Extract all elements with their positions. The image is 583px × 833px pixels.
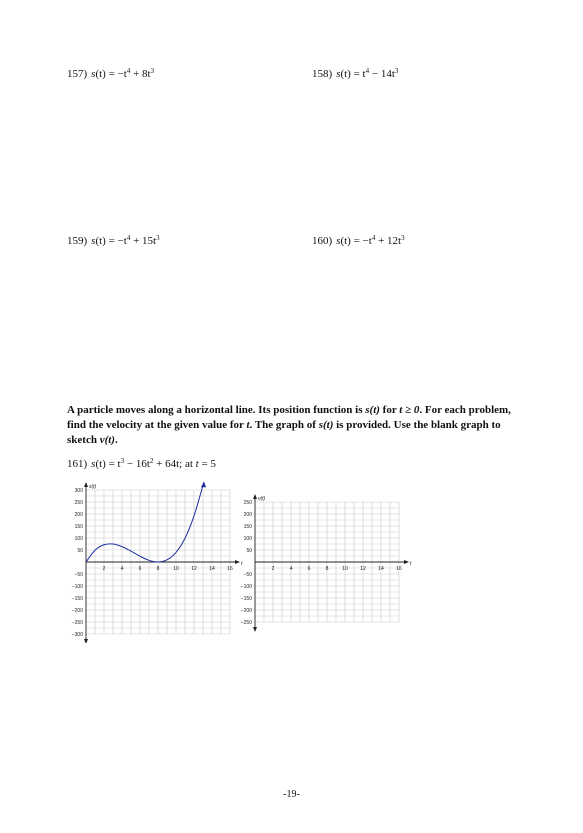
x-axis-arrow <box>404 560 409 564</box>
exponent: 3 <box>394 67 399 75</box>
y-axis-arrow <box>84 639 88 643</box>
x-tick-label: 14 <box>209 566 215 572</box>
fn-arg: (t) <box>95 235 106 247</box>
y-tick-label: 50 <box>246 548 252 554</box>
eq-part: + 15t <box>130 235 157 247</box>
page-number: -19- <box>283 789 300 800</box>
x-tick-label: 10 <box>342 566 348 572</box>
instr-text: is provided. Use the blank graph to sketch <box>67 419 501 446</box>
y-tick-label: −50 <box>243 572 252 578</box>
x-tick-label: 6 <box>307 566 311 572</box>
x-tick-label: 2 <box>271 566 275 572</box>
y-tick-label: 50 <box>77 548 83 554</box>
problem-158 <box>312 68 398 80</box>
x-tick-label: 4 <box>120 566 124 572</box>
y-tick-label: 250 <box>243 500 252 506</box>
x-tick-label: 8 <box>156 566 160 572</box>
exponent: 4 <box>365 67 370 75</box>
x-tick-label: 2 <box>102 566 106 572</box>
y-tick-label: −150 <box>71 596 83 602</box>
y-axis-arrow <box>84 482 88 487</box>
problem-157 <box>67 68 154 80</box>
eq-part: + 12t <box>375 235 402 247</box>
y-tick-label: 200 <box>74 512 83 518</box>
y-tick-label: 300 <box>74 488 83 494</box>
y-tick-label: 150 <box>243 524 252 530</box>
fn-arg: (t) <box>95 458 106 470</box>
eq-part: − 14t <box>369 68 395 80</box>
y-axis-label: s(t) <box>89 484 97 490</box>
fn-name: s <box>91 458 96 470</box>
instr-text: . The graph of <box>249 419 319 431</box>
y-tick-label: −100 <box>71 584 83 590</box>
instr-text: . <box>114 434 118 446</box>
t-value: = 5 <box>198 458 216 470</box>
y-tick-label: −150 <box>240 596 252 602</box>
velocity-graph <box>228 478 418 643</box>
fn-arg: (t) <box>95 68 106 80</box>
eq-part: = −t <box>350 235 372 247</box>
y-tick-label: 100 <box>243 536 252 542</box>
y-axis-label: v(t) <box>258 496 266 502</box>
instr-text: A particle moves along a horizontal line. Its position function is <box>67 404 366 416</box>
x-tick-label: 16 <box>396 566 402 572</box>
x-tick-label: 14 <box>378 566 384 572</box>
fn-arg: (t) <box>340 68 351 80</box>
x-axis-label: t <box>241 561 243 567</box>
eq-part: = −t <box>105 235 127 247</box>
problem-number: 160) <box>312 235 333 247</box>
instr-math: t <box>246 419 250 431</box>
exponent: 3 <box>150 67 155 75</box>
instr-math: s(t) <box>365 404 380 416</box>
exponent: 2 <box>149 457 154 465</box>
exponent: 4 <box>126 234 131 242</box>
eq-part: + 64t; at <box>153 458 196 470</box>
y-axis-arrow <box>253 627 257 632</box>
x-tick-label: 4 <box>289 566 293 572</box>
x-axis-label: t <box>410 561 412 567</box>
problem-number: 161) <box>67 458 88 470</box>
series-arrow <box>201 481 206 487</box>
x-tick-label: 6 <box>138 566 142 572</box>
y-tick-label: 250 <box>74 500 83 506</box>
exponent: 4 <box>126 67 131 75</box>
y-tick-label: −300 <box>71 632 83 638</box>
y-tick-label: −250 <box>240 620 252 626</box>
y-tick-label: −50 <box>74 572 83 578</box>
y-tick-label: −250 <box>71 620 83 626</box>
y-tick-label: −100 <box>240 584 252 590</box>
y-tick-label: 100 <box>74 536 83 542</box>
x-tick-label: 16 <box>227 566 233 572</box>
y-tick-label: 150 <box>74 524 83 530</box>
fn-arg: (t) <box>340 235 351 247</box>
instructions <box>67 403 517 448</box>
problem-number: 158) <box>312 68 333 80</box>
instr-math: t ≥ 0 <box>399 404 420 416</box>
x-tick-label: 8 <box>325 566 329 572</box>
exponent: 3 <box>120 457 125 465</box>
x-tick-label: 12 <box>191 566 197 572</box>
problem-159 <box>67 235 160 247</box>
x-tick-label: 10 <box>173 566 179 572</box>
instr-text: . For each problem, find the velocity at the given value for <box>67 404 511 431</box>
eq-part: + 8t <box>130 68 151 80</box>
fn-name: s <box>91 235 96 247</box>
instr-math: s(t) <box>318 419 334 431</box>
position-graph <box>55 478 245 643</box>
problem-160 <box>312 235 405 247</box>
t-var: t <box>195 458 199 470</box>
problem-161 <box>67 458 216 470</box>
x-tick-label: 12 <box>360 566 366 572</box>
problem-number: 157) <box>67 68 88 80</box>
y-tick-label: −200 <box>71 608 83 614</box>
exponent: 3 <box>156 234 160 242</box>
fn-name: s <box>336 235 341 247</box>
y-tick-label: −200 <box>240 608 252 614</box>
instr-math: v(t) <box>99 434 115 446</box>
y-axis-arrow <box>253 494 257 499</box>
fn-name: s <box>336 68 341 80</box>
exponent: 3 <box>401 234 405 242</box>
eq-part: = t <box>350 68 366 80</box>
eq-part: − 16t <box>124 458 150 470</box>
y-tick-label: 200 <box>243 512 252 518</box>
fn-name: s <box>91 68 96 80</box>
instr-text: for <box>379 404 400 416</box>
eq-part: = −t <box>105 68 127 80</box>
problem-number: 159) <box>67 235 88 247</box>
eq-part: = t <box>105 458 121 470</box>
exponent: 4 <box>371 234 376 242</box>
series-line <box>86 485 203 562</box>
